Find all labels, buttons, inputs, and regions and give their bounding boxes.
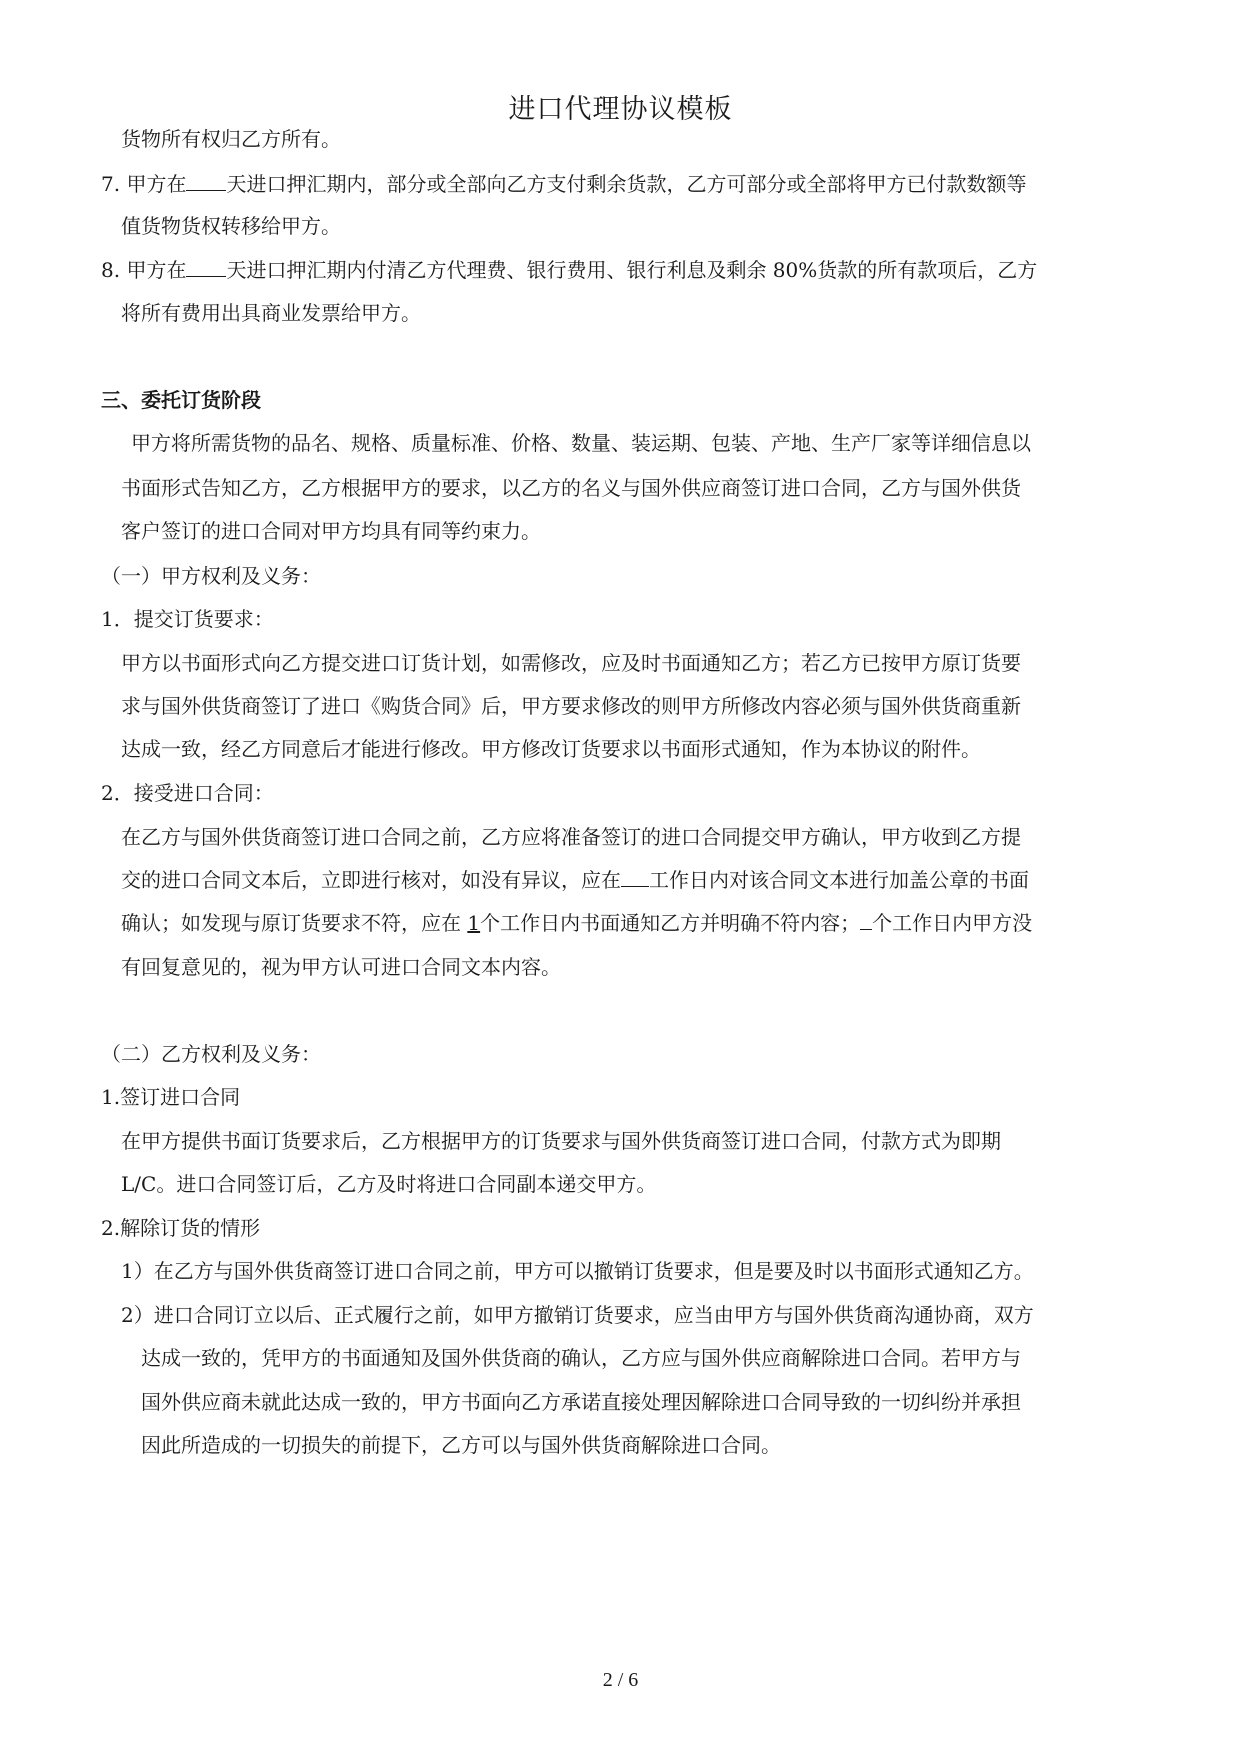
paragraph-line: 在甲方提供书面订货要求后，乙方根据甲方的订货要求与国外供货商签订进口合同，付款方式为即期 [121,1129,1001,1153]
paragraph-line: 1）在乙方与国外供货商签订进口合同之前，甲方可以撤销订货要求，但是要及时以书面形式通知乙方。 [121,1259,1034,1283]
clause-7-prefix: 7. 甲方在 [101,172,187,196]
paragraph-line: 国外供应商未就此达成一致的，甲方书面向乙方承诺直接处理因解除进口合同导致的一切纠纷并承担 [141,1390,1021,1414]
text-segment: 个工作日内甲方没 [872,911,1033,935]
paragraph-line [121,911,1032,935]
paragraph-line: 因此所造成的一切损失的前提下，乙方可以与国外供货商解除进口合同。 [141,1433,781,1457]
paragraph-line: 求与国外供货商签订了进口《购货合同》后，甲方要求修改的则甲方所修改内容必须与国外供货商重新 [121,694,1021,718]
paragraph-line: 甲方将所需货物的品名、规格、质量标准、价格、数量、装运期、包装、产地、生产厂家等详细信息以 [131,431,1031,455]
page-number: 2 / 6 [602,1669,639,1691]
paragraph-line: 达成一致，经乙方同意后才能进行修改。甲方修改订货要求以书面形式通知，作为本协议的附件。 [121,737,981,761]
paragraph-line: 达成一致的，凭甲方的书面通知及国外供货商的确认，乙方应与国外供应商解除进口合同。若甲方与 [141,1346,1021,1370]
subsection-heading: （一）甲方权利及义务： [101,564,321,588]
text-segment: 工作日内对该合同文本进行加盖公章的书面 [649,868,1029,892]
text-segment: 个工作日内书面通知乙方并明确不符内容； [480,911,861,935]
clause-7-text: 天进口押汇期内，部分或全部向乙方支付剩余货款，乙方可部分或全部将甲方已付款数额等 [226,172,1027,196]
clause-8-text: 天进口押汇期内付清乙方代理费、银行费用、银行利息及剩余 80%货款的所有款项后，乙方 [226,258,1038,282]
fill-blank [186,172,226,191]
paragraph-line [121,868,1029,892]
item-heading: 2.解除订货的情形 [101,1216,261,1240]
paragraph-line: 甲方以书面形式向乙方提交进口订货计划，如需修改，应及时书面通知乙方；若乙方已按甲方原订货要 [121,651,1021,675]
paragraph-line: 在乙方与国外供货商签订进口合同之前，乙方应将准备签订的进口合同提交甲方确认，甲方收到乙方提 [121,825,1021,849]
paragraph-line: 货物所有权归乙方所有。 [121,127,341,151]
text-segment: 交的进口合同文本后，立即进行核对，如没有异议，应在 [121,868,621,892]
clause-8-prefix: 8. 甲方在 [101,258,187,282]
fill-blank [186,258,226,277]
text-segment: 确认；如发现与原订货要求不符，应在 [121,911,468,935]
paragraph-line: 书面形式告知乙方，乙方根据甲方的要求，以乙方的名义与国外供应商签订进口合同，乙方与国外供货 [121,476,1021,500]
paragraph-line: 有回复意见的，视为甲方认可进口合同文本内容。 [121,955,561,979]
paragraph-line: L/C。进口合同签订后，乙方及时将进口合同副本递交甲方。 [121,1172,657,1196]
document-title: 进口代理协议模板 [508,94,733,125]
section-heading: 三、委托订货阶段 [101,388,261,412]
item-heading: 1．提交订货要求： [101,607,274,631]
subsection-heading: （二）乙方权利及义务： [101,1042,321,1066]
item-heading: 1.签订进口合同 [101,1085,241,1109]
fill-blank [860,911,872,930]
clause-8-line-2: 将所有费用出具商业发票给甲方。 [121,301,421,325]
paragraph-line: 2）进口合同订立以后、正式履行之前，如甲方撤销订货要求，应当由甲方与国外供货商沟通协商，双方 [121,1303,1034,1327]
fill-blank [621,868,649,887]
clause-8-line-1 [101,258,1037,282]
underlined-number: 1 [467,911,481,935]
item-heading: 2．接受进口合同： [101,781,274,805]
clause-7-line-2: 值货物货权转移给甲方。 [121,214,341,238]
clause-7-line-1 [101,172,1026,196]
paragraph-line: 客户签订的进口合同对甲方均具有同等约束力。 [121,519,541,543]
